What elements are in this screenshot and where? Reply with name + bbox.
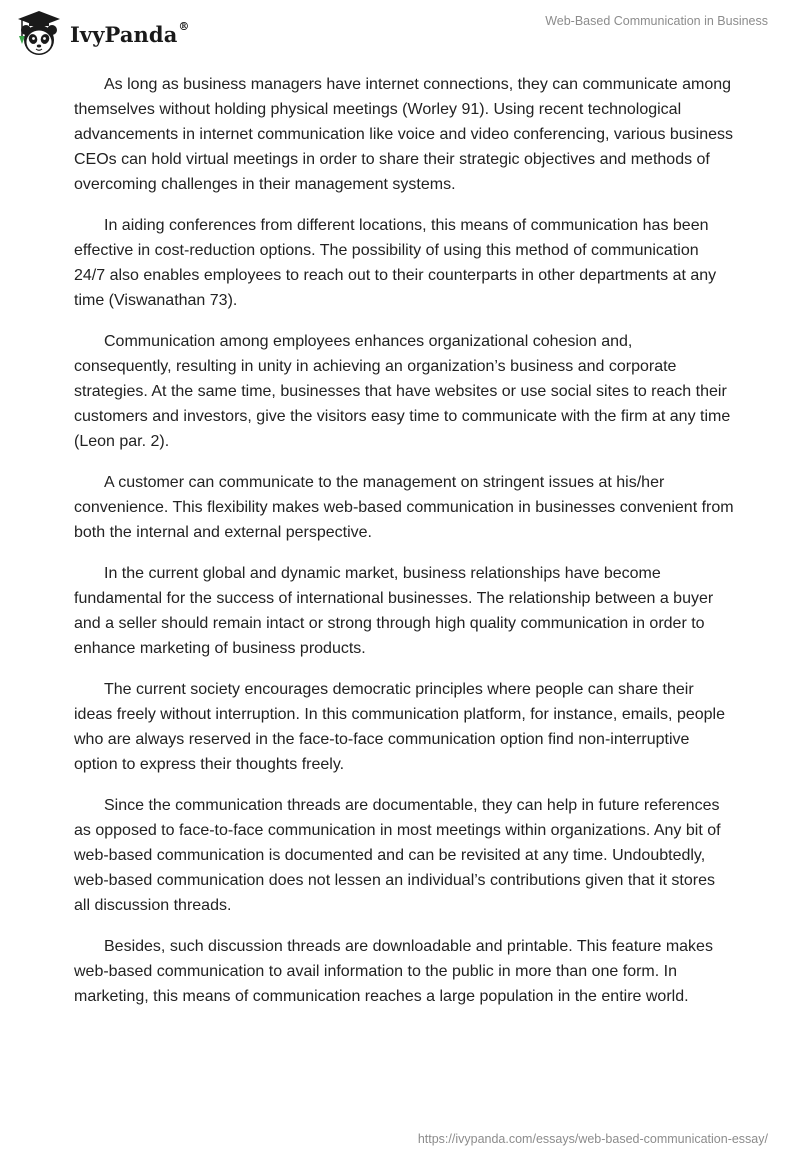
paragraph-5: In the current global and dynamic market, business relationships have become fundamental for the success of international businesses. The relationship between a buyer and a seller should remain intact or strong through high quality communication in order to enhance marketing of business products.: [74, 565, 714, 657]
page-header: [0, 0, 800, 60]
paragraph-2: In aiding conferences from different locations, this means of communication has been effective in cost-reduction options. The possibility of using this method of communication 24/7 also enables employees to reach out to their counterparts in other departments at any time (Viswanathan 73).: [74, 217, 717, 309]
paragraph-8: Besides, such discussion threads are downloadable and printable. This feature makes web-based communication to avail information to the public in more than one form. In marketing, this means of communication reaches a large population in the entire world.: [74, 938, 713, 1005]
panda-graduate-icon: [14, 8, 64, 58]
paragraph-3: Communication among employees enhances organizational cohesion and, consequently, resulting in unity in achieving an organization’s business and corporate strategies. At the same time, businesses that have websites or use social sites to reach their customers and investors, give the visitors easy time to communicate with the firm at any time (Leon par. 2).: [74, 333, 731, 450]
document-title: Web-Based Communication in Business: [545, 14, 768, 28]
paragraph-1: As long as business managers have internet connections, they can communicate among themselves without holding physical meetings (Worley 91). Using recent technological advancements in internet communication like voice and video conferencing, various business CEOs can hold virtual meetings in order to share their strategic objectives and methods of overcoming challenges in their management systems.: [74, 76, 734, 193]
paragraph-6: The current society encourages democratic principles where people can share their ideas freely without interruption. In this communication platform, for instance, emails, people who are always reserved in the face-to-face communication option find non-interruptive option to express their thoughts freely.: [74, 681, 725, 773]
essay-body: [74, 72, 734, 1025]
paragraph-4: A customer can communicate to the management on stringent issues at his/her convenience. This flexibility makes web-based communication in businesses convenient from both the internal and external perspective.: [74, 474, 734, 541]
source-url[interactable]: https://ivypanda.com/essays/web-based-communication-essay/: [417, 1132, 768, 1146]
paragraph-7: Since the communication threads are documentable, they can help in future references as opposed to face-to-face communication in most meetings within organizations. Any bit of web-based communication is documented and can be revisited at any time. Undoubtedly, web-based communication does not lessen an individual’s contributions given that it stores all discussion threads.: [74, 797, 721, 914]
brand-name: IvyPanda®: [70, 19, 190, 47]
registered-mark: ®: [178, 19, 190, 33]
brand-logo[interactable]: [14, 8, 190, 58]
